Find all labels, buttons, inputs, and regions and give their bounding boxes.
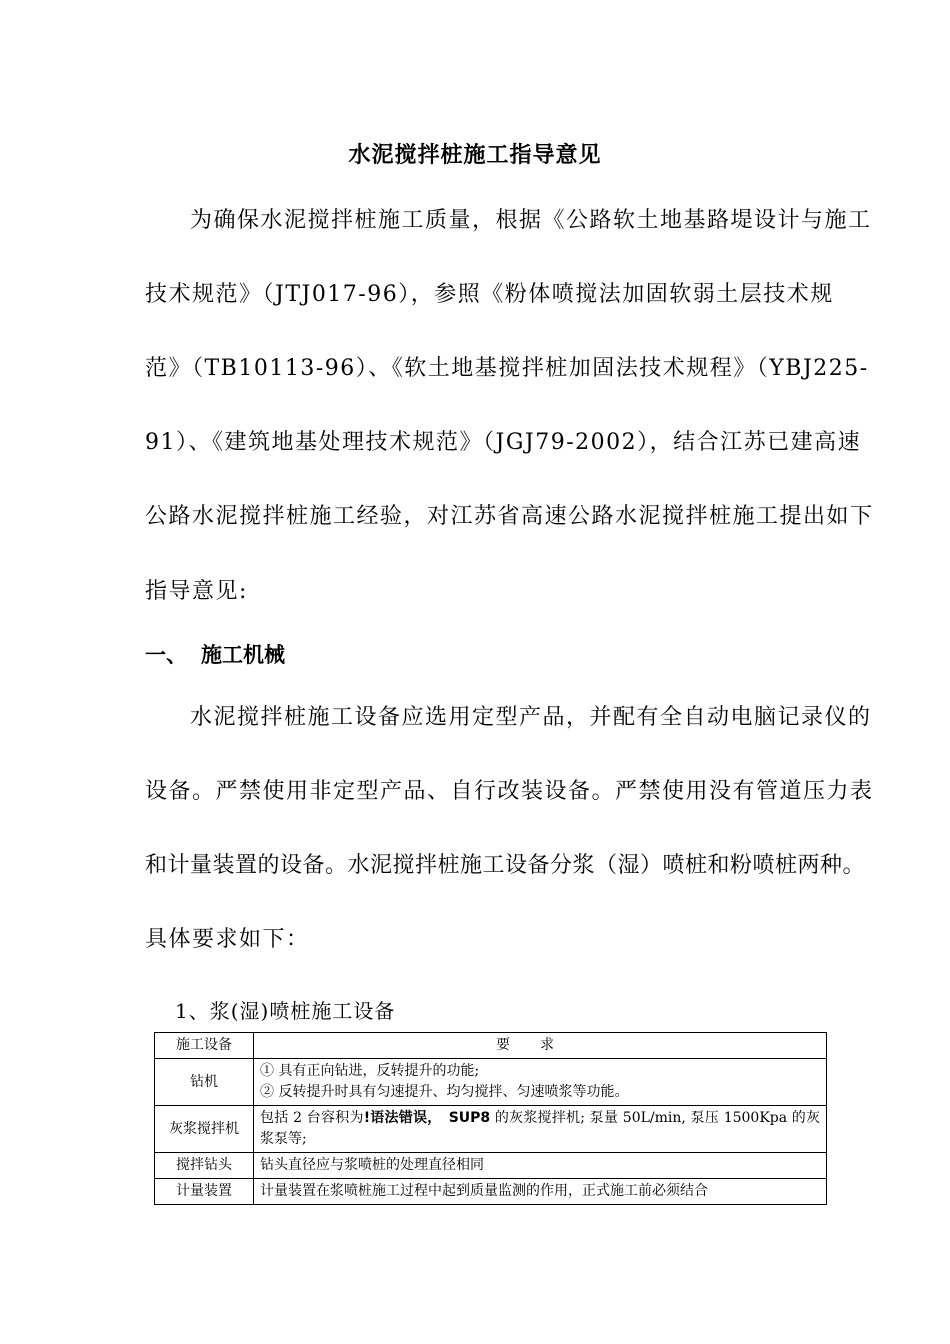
table-row: [155, 1153, 827, 1179]
row-requirement: [254, 1106, 827, 1153]
section1-line-2: 设备。严禁使用非定型产品、自行改装设备。严禁使用没有管道压力表: [145, 779, 874, 804]
section-number: 一、: [145, 643, 187, 667]
row-equipment-name: 灰浆搅拌机: [155, 1106, 254, 1153]
table-row: [155, 1059, 827, 1106]
section1-line-1: 水泥搅拌桩施工设备应选用定型产品，并配有全自动电脑记录仪的: [190, 705, 872, 730]
intro-line-4: 91）、《建筑地基处理技术规范》（JGJ79-2002），结合江苏已建高速: [145, 430, 862, 455]
intro-line-3: 范》（TB10113-96）、《软土地基搅拌桩加固法技术规程》（YBJ225-: [145, 356, 869, 381]
requirement-text: 的灰浆搅拌机; 泵量 50L/min, 泵压 1500Kpa 的灰浆泵等;: [260, 1110, 821, 1147]
row-equipment-name: 计量装置: [155, 1179, 254, 1205]
section1-line-3: 和计量装置的设备。水泥搅拌桩施工设备分浆（湿）喷桩和粉喷桩两种。: [145, 853, 866, 878]
field-error-text: !语法错误， SUP8: [363, 1110, 491, 1126]
intro-line-2: 技术规范》（JTJ017-96），参照《粉体喷搅法加固软弱土层技术规: [145, 282, 834, 307]
section-heading: [145, 639, 285, 669]
requirement-line: ① 具有正向钻进，反转提升的功能;: [260, 1063, 480, 1079]
table-header-requirements: 要求: [254, 1033, 827, 1059]
intro-line-1: 为确保水泥搅拌桩施工质量，根据《公路软土地基路堤设计与施工: [190, 208, 872, 233]
intro-line-6: 指导意见:: [145, 579, 248, 604]
equipment-requirements-table: [154, 1032, 827, 1205]
requirement-line: ② 反转提升时具有匀速提升、均匀搅拌、匀速喷浆等功能。: [260, 1084, 629, 1100]
section-title: 施工机械: [201, 643, 285, 667]
row-requirement: 钻头直径应与浆喷桩的处理直径相同: [254, 1153, 827, 1179]
row-requirement: 计量装置在浆喷桩施工过程中起到质量监测的作用，正式施工前必须结合: [254, 1179, 827, 1205]
document-title: 水泥搅拌桩施工指导意见: [348, 143, 602, 168]
requirement-text: 包括 2 台容积为: [260, 1110, 364, 1126]
table-row: [155, 1106, 827, 1153]
table-header-row: [155, 1033, 827, 1059]
row-equipment-name: 搅拌钻头: [155, 1153, 254, 1179]
row-requirement: [254, 1059, 827, 1106]
table-row: [155, 1179, 827, 1205]
section1-line-4: 具体要求如下：: [145, 927, 310, 952]
subsection-title: 1、浆(湿)喷桩施工设备: [175, 999, 396, 1023]
row-equipment-name: 钻机: [155, 1059, 254, 1106]
table-header-equipment: 施工设备: [155, 1033, 254, 1059]
intro-line-5: 公路水泥搅拌桩施工经验，对江苏省高速公路水泥搅拌桩施工提出如下: [145, 504, 874, 529]
